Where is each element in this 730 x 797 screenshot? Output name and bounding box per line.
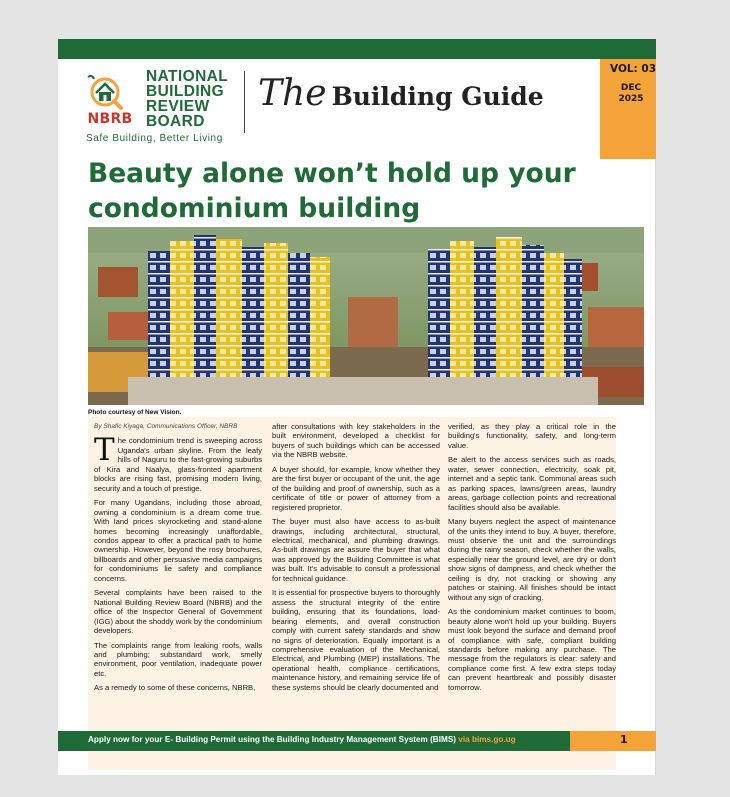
footer-promo [88,735,516,744]
article-paragraph: The buyer must also have access to as-built drawings, including architectural, structural, electrical, mechanical, and plumbing drawings. As-built drawings are assure the buyer that what was approved by the Building Committee is what was built. It's advisable to consult a professional for technical guidance. [272,517,440,583]
article-paragraph: The complaints range from leaking roofs, walls and plumbing; substandard work, smelly environment, poor ventilation, inadequate power etc. [94,640,262,678]
tagline: Safe Building, Better Living [86,133,223,144]
article-paragraph: As the condominium market continues to boom, beauty alone won't hold up your building. Buyers must look beyond the surface and demand proof of compliance with safe, compliant building standards before making any purchase. The message from the regulators is clear: safety and compliance come first. A few extra steps today can prevent heartbreak and possibly disaster tomorrow. [448,607,616,692]
publication-title [258,73,544,114]
article-headline [88,156,628,226]
bims-link[interactable]: via bims.go.ug [458,735,516,744]
article-paragraph: As a remedy to some of these concerns, NBRB, [94,683,256,693]
article-paragraph: after consultations with key stakeholders in the built environment, developed a checklist for buyers of such buildings which can be accessed via the NBRB website. [272,422,440,460]
article-paragraph: A buyer should, for example, know whether they are the first buyer or occupant of the unit, the age of the building and proof of ownership, such as a certificate of title or power of attorney from a registered proprietor. [272,464,440,512]
logo-abbreviation: NBRB [87,111,133,127]
article-paragraph: Be alert to the access services such as roads, water, sewer connection, electricity, soak pit, internet and a septic tank. Communal areas such as parking spaces, lawns/green areas, laundry areas, garbage collection points and recreational facilities should also be available. [448,455,616,512]
photo-caption: Photo courtesy of New Vision. [88,409,182,416]
top-green-bar [58,39,656,59]
article-column-2 [272,422,440,697]
page-number-box [570,731,656,751]
header-divider [244,71,245,133]
org-name-line: BOARD [146,113,205,130]
article-paragraph: Several complaints have been raised to the National Building Review Board (NBRB) and the office of the Inspector General of Government (IGG) about the shoddy work by the condominium developers. [94,588,262,636]
condominium-illustration [88,227,644,405]
nbrb-logo [80,67,252,143]
article-paragraph: It is essential for prospective buyers to thoroughly assess the structural integrity of the entire building, ensuring that its foundations, load-bearing elements, and overall construction comply with current safety standards and show no signs of deterioration. Equally important is a comprehensive evaluation of the Mechanical, Electrical, and Plumbing (MEP) installations. The operational health, compliance certifications, maintenance history, and remaining service life of these systems should be clearly documented and [272,588,440,692]
article-body [88,417,616,770]
org-name-line: NATIONAL [146,68,229,85]
article-paragraph: Many buyers neglect the aspect of maintenance of the units they intend to buy. A buyer, therefore, must observe the unit and the surroundings during the rainy season, check whether the walls, especially near the ground level, are dry or don't show signs of dampness, and check whether the ceiling is dry, not cracking or showing any patches or staining. All finishes should be intact without any sign of cracking. [448,517,616,602]
headline-line: Beauty alone won’t hold up your [88,158,576,189]
footer-promo-text: Apply now for your E- Building Permit using the Building Industry Management System (BIMS) [88,735,457,744]
org-name-line: BUILDING [146,83,225,100]
byline: By Shafic Kiyaga, Communications Officer, NBRB [94,423,238,430]
house-magnifier-icon [84,73,126,111]
article-paragraph: verified, as they play a critical role in the building's functionality, safety, and long-term value. [448,422,616,450]
headline-line: condominium building [88,193,421,224]
issue-info-box [600,59,656,159]
article-column-3 [448,422,616,697]
footer-bar [58,731,656,751]
newsletter-page [58,39,656,775]
article-column-1 [94,422,262,698]
volume-label: VOL: 03 [610,63,657,75]
issue-year: 2025 [618,94,644,104]
org-name-line: REVIEW [146,98,210,115]
title-building-guide: Building Guide [331,82,544,111]
issue-month: DEC [620,83,642,93]
page-number: 1 [620,733,628,746]
title-the: The [258,73,327,114]
article-paragraph: For many Ugandans, including those abroad, owning a condominium is a dream come true. With land prices skyrocketing and stand-alone homes becoming increasingly unaffordable, condos appear to offer a practical path to home ownership. However, beyond the rosy brochures, billboards and other persuasive media campaigns for condominiums lie safety and compliance concerns. [94,498,262,583]
organization-name [146,69,228,129]
article-paragraph: The condominium trend is sweeping across Uganda's urban skyline. From the leafy hills of Naguru to the fast-growing suburbs of Kira and Naalya, glass-fronted apartment blocks are rising fast, promising modern living, security and a touch of prestige. [94,432,262,493]
masthead [58,59,656,145]
condominium-photo [88,227,644,405]
issue-date [614,83,648,105]
